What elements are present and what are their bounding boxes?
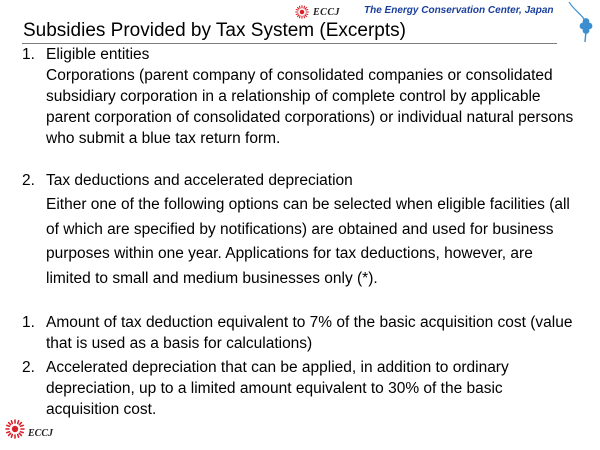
footer-logo: [5, 419, 53, 439]
section-number: 1.: [22, 46, 35, 63]
list-item: [22, 312, 576, 354]
header-logo: [295, 5, 340, 19]
organization-name: The Energy Conservation Center, Japan: [364, 5, 554, 16]
section-number: 2.: [22, 172, 35, 189]
section-body: Corporations (parent company of consolidated companies or consolidated subsidiary corporation in a relationship of complete control by applicable parent corporation of consolidated corporations) or individual natural persons who submit a blue tax return form.: [46, 67, 574, 147]
option-number: 2.: [22, 359, 35, 376]
options-list: [22, 312, 576, 420]
section-heading: Eligible entities: [46, 46, 150, 63]
sun-logo-icon: [5, 419, 25, 439]
option-text: Amount of tax deduction equivalent to 7% of the basic acquisition cost (value that is used as a basis for calculations): [46, 314, 573, 352]
clover-logo-icon: [566, 0, 600, 44]
page-title: Subsidies Provided by Tax System (Excerpts): [23, 20, 406, 41]
option-text: Accelerated depreciation that can be applied, in addition to ordinary depreciation, up to a limited amount equivalent to 30% of the basic acquisition cost.: [46, 359, 509, 418]
section-tax-deductions: [22, 170, 576, 291]
list-item: [22, 357, 576, 420]
sun-logo-icon: [295, 5, 309, 19]
option-number: 1.: [22, 314, 35, 331]
section-heading: Tax deductions and accelerated depreciation: [46, 172, 353, 189]
header-logo-text: ECCJ: [313, 6, 341, 18]
section-body: Either one of the following options can be selected when eligible facilities (all of which are specified by notifications) are obtained and used for business purposes within one year. Applications for tax deductions, however, are limited to small and medium businesses only (*).: [46, 196, 570, 287]
footer-logo-text: ECCJ: [28, 427, 54, 439]
section-eligible-entities: [22, 44, 576, 149]
